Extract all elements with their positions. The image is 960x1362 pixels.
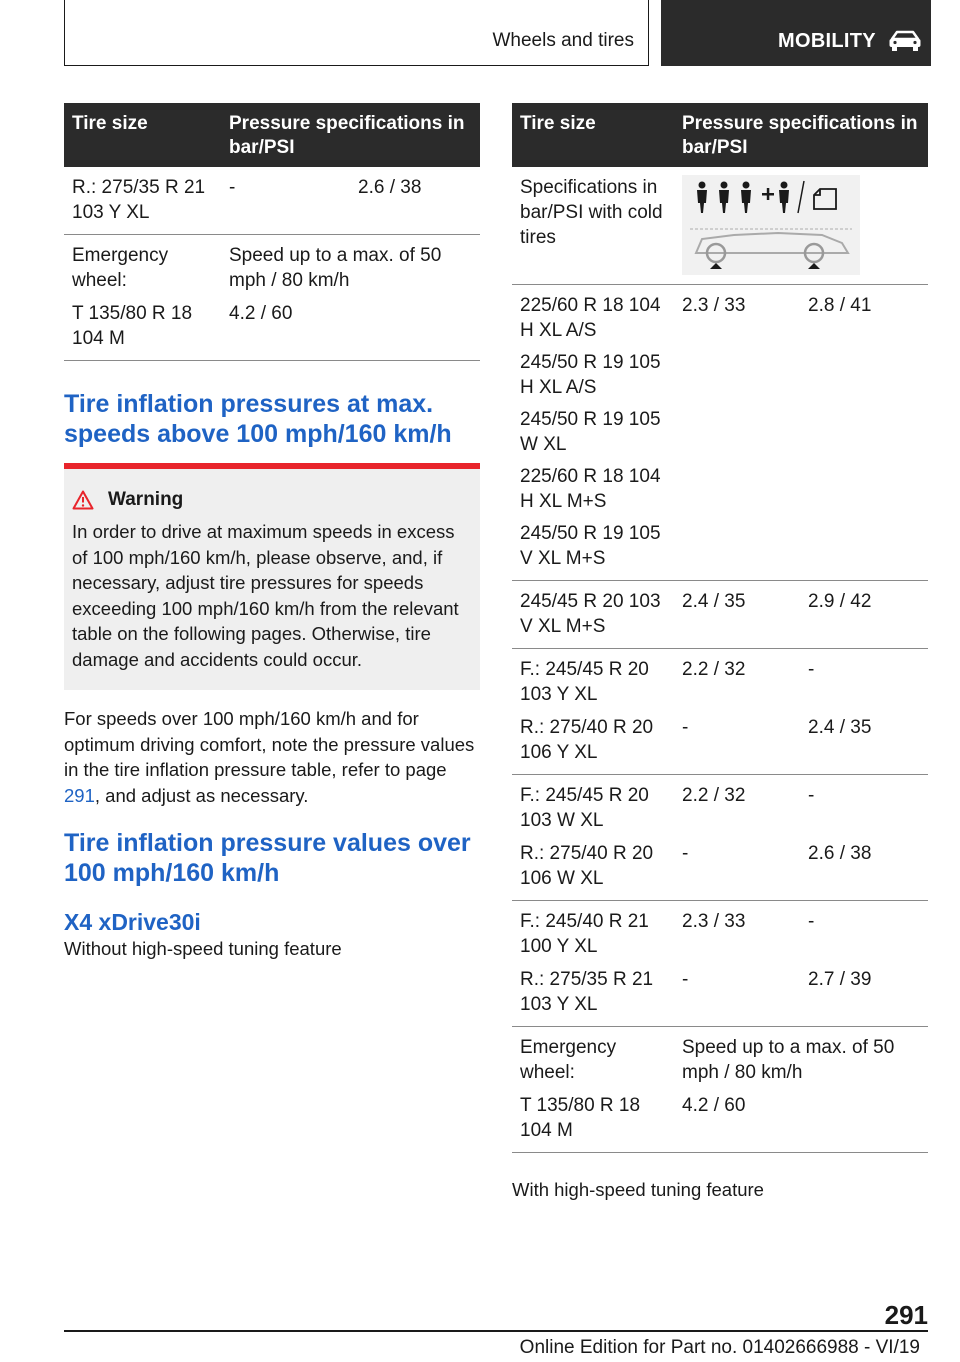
table-row <box>512 581 928 649</box>
header-section-box <box>64 0 649 66</box>
header-section-title: Wheels and tires <box>492 30 634 51</box>
pressure-cell: 2.2 / 32 <box>682 785 746 806</box>
tire-size-cell: R.: 275/35 R 21 103 Y XL <box>512 963 674 1027</box>
tire-size-cell: R.: 275/40 R 20 106 W XL <box>512 837 674 901</box>
tire-size-cell: R.: 275/35 R 21 103 Y XL <box>64 167 221 235</box>
vehicle-load-diagram-icon <box>682 175 860 275</box>
left-column <box>64 103 480 961</box>
pressure-cell: 2.4 / 35 <box>800 711 928 775</box>
car-icon <box>888 29 922 53</box>
tire-size-cell: F.: 245/45 R 20 103 Y XL <box>520 659 649 705</box>
pressure-cell: 2.7 / 39 <box>800 963 928 1027</box>
section-heading: Tire inflation pressure values over 100 mph/160 km/h <box>64 829 471 887</box>
page-reference-link[interactable]: 291 <box>64 784 95 806</box>
column-header-tire-size: Tire size <box>64 103 221 167</box>
tire-size-cell: R.: 275/40 R 20 106 Y XL <box>512 711 674 775</box>
pressure-cell: - <box>808 659 815 680</box>
pressure-cell: - <box>674 963 800 1027</box>
table-row <box>64 235 480 298</box>
warning-text: In order to drive at maximum speeds in excess of 100 mph/160 km/h, please observe, and, if necessary, adjust tire pressures for speeds exceeding 100 mph/160 km/h from the relevant table on the following pages. Otherwise, tire damage and accidents could occur. <box>72 521 459 670</box>
table-row <box>512 963 928 1027</box>
pressure-cell: - <box>674 837 800 901</box>
pressure-cell: 4.2 / 60 <box>221 297 350 361</box>
pressure-cell: 2.2 / 32 <box>682 659 746 680</box>
column-header-pressure: Pressure specifications in bar/PSI <box>674 103 928 167</box>
tire-size-cell: F.: 245/45 R 20 103 W XL <box>520 785 649 831</box>
cold-tires-note: Specifications in bar/PSI with cold tires <box>512 167 674 285</box>
column-header-tire-size: Tire size <box>512 103 674 167</box>
table-row <box>64 167 480 235</box>
table-row <box>512 711 928 775</box>
table-row <box>512 649 928 712</box>
tire-size-cell: 245/45 R 20 103 V XL M+S <box>512 581 674 649</box>
warning-triangle-icon <box>72 490 94 510</box>
pressure-cell: 2.4 / 35 <box>674 581 800 649</box>
tire-size-cell: Emergency wheel: <box>520 1037 617 1083</box>
pressure-cell: - <box>221 167 350 235</box>
warning-header <box>72 489 472 511</box>
speed-note-cell: Speed up to a max. of 50 mph / 80 km/h <box>682 1037 895 1083</box>
tire-size-cell: T 135/80 R 18 104 M <box>512 1089 674 1153</box>
pressure-cell: 4.2 / 60 <box>674 1089 800 1153</box>
header-chapter-box <box>661 0 931 66</box>
pressure-cell: - <box>674 711 800 775</box>
table-row <box>64 297 480 361</box>
table-row <box>512 285 928 581</box>
table-row <box>512 901 928 964</box>
variant-note: Without high-speed tuning feature <box>64 938 342 959</box>
tire-size-cell: Emergency wheel: <box>72 245 169 291</box>
column-header-pressure: Pressure specifications in bar/PSI <box>221 103 480 167</box>
pressure-cell: 2.6 / 38 <box>350 167 480 235</box>
tire-pressure-table <box>512 103 928 1153</box>
pressure-cell: 2.3 / 33 <box>682 911 746 932</box>
section-heading: Tire inflation pressures at max. speeds above 100 mph/160 km/h <box>64 390 452 448</box>
footer-divider <box>64 1330 928 1332</box>
footer-edition-text: Online Edition for Part no. 01402666988 - VI/19 <box>519 1337 920 1358</box>
table-row <box>512 775 928 838</box>
warning-box <box>64 469 480 690</box>
variant-note: With high-speed tuning feature <box>512 1179 764 1200</box>
tire-size-cell: T 135/80 R 18 104 M <box>64 297 221 361</box>
pressure-cell: 2.9 / 42 <box>800 581 928 649</box>
table-row <box>512 167 928 285</box>
right-column <box>512 103 928 1201</box>
pressure-cell: 2.6 / 38 <box>800 837 928 901</box>
tire-pressure-table-continued <box>64 103 480 361</box>
speed-note-cell: Speed up to a max. of 50 mph / 80 km/h <box>229 245 442 291</box>
tire-size-cell: 225/60 R 18 104 H XL A/S 245/50 R 19 105 H XL A/S 245/50 R 19 105 W XL 225/60 R 18 104 H XL M+S 245/50 R 19 105 V XL M+S <box>512 285 674 581</box>
pressure-cell: - <box>808 785 815 806</box>
table-row <box>512 1027 928 1090</box>
table-row <box>512 1089 928 1153</box>
model-heading: X4 xDrive30i <box>64 909 201 935</box>
pressure-cell: - <box>808 911 815 932</box>
table-row <box>512 837 928 901</box>
warning-title: Warning <box>108 489 184 510</box>
page-number: 291 <box>884 1300 928 1330</box>
tire-size-cell: F.: 245/40 R 21 100 Y XL <box>520 911 649 957</box>
header-chapter-title: MOBILITY <box>778 30 876 52</box>
pressure-cell: 2.3 / 33 <box>674 285 800 581</box>
paragraph-text: For speeds over 100 mph/160 km/h and for optimum driving comfort, note the pressure values in the tire inflation pressure table, refer to page <box>64 708 475 780</box>
body-paragraph <box>64 706 480 808</box>
pressure-cell: 2.8 / 41 <box>800 285 928 581</box>
paragraph-text: , and adjust as necessary. <box>94 784 309 806</box>
